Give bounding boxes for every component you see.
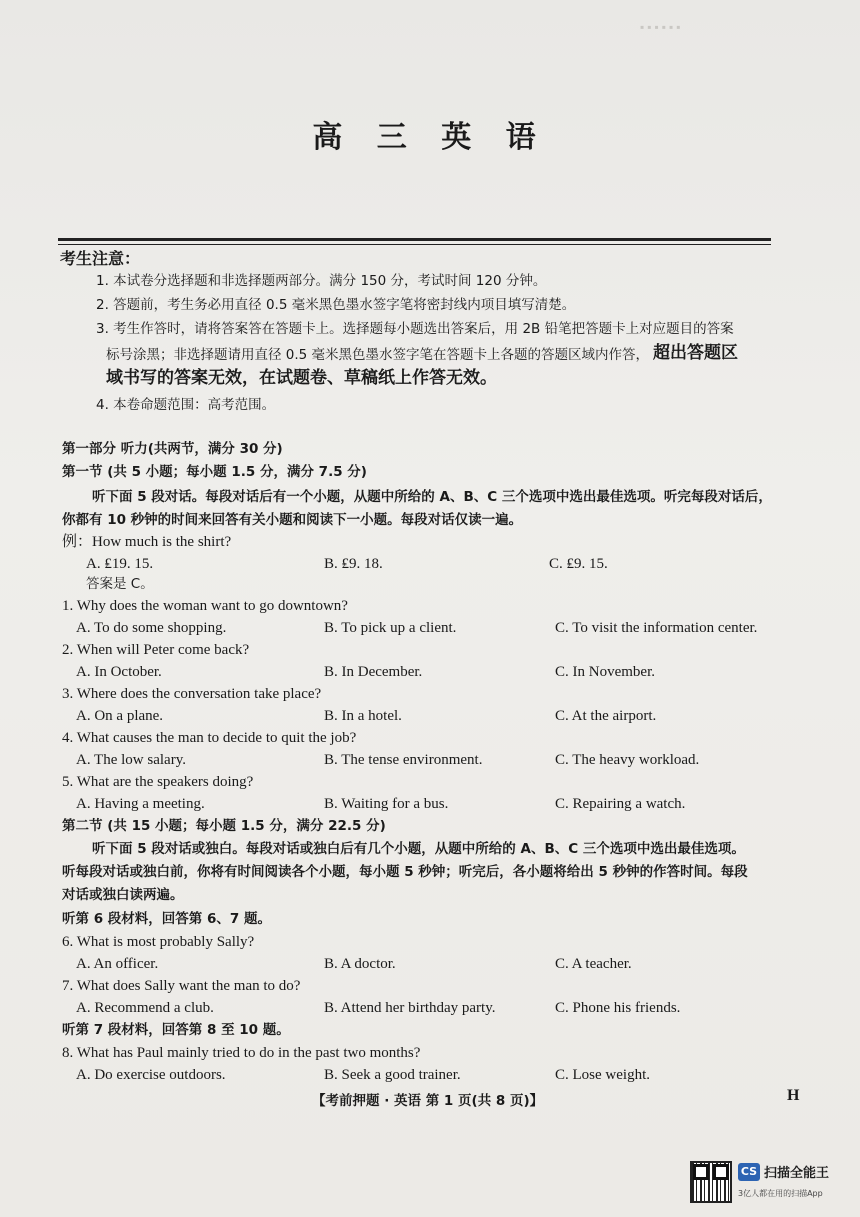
qr-code-icon	[690, 1161, 732, 1203]
notice-heading: 考生注意：	[60, 249, 141, 268]
question-3-option-b: B. In a hotel.	[324, 708, 402, 724]
question-5-option-c: C. Repairing a watch.	[555, 796, 686, 812]
notice-item-1: 1. 本试卷分选择题和非选择题两部分。满分 150 分，考试时间 120 分钟。	[96, 273, 547, 289]
example-option-b: B. ₤9. 18.	[324, 556, 383, 572]
question-6: 6. What is most probably Sally?	[62, 934, 255, 950]
material-7-note: 听第 7 段材料，回答第 8 至 10 题。	[62, 1022, 290, 1038]
notice-item-3-emphasis: 超出答题区	[653, 343, 738, 363]
question-1-option-a: A. To do some shopping.	[76, 620, 227, 636]
question-2: 2. When will Peter come back?	[62, 642, 250, 658]
question-5: 5. What are the speakers doing?	[62, 774, 254, 790]
question-2-option-b: B. In December.	[324, 664, 423, 680]
question-4-option-c: C. The heavy workload.	[555, 752, 700, 768]
paper-version-letter: H	[787, 1087, 800, 1104]
section2-instruction-3: 对话或独白读两遍。	[62, 887, 184, 903]
question-3-option-a: A. On a plane.	[76, 708, 164, 724]
camscanner-logo-icon: CS	[738, 1163, 760, 1181]
page-footer: 【考前押题 · 英语 第 1 页(共 8 页)】	[312, 1093, 544, 1109]
example-option-a: A. ₤19. 15.	[86, 556, 154, 572]
question-4-option-b: B. The tense environment.	[324, 752, 483, 768]
page-title: 高 三 英 语	[312, 120, 548, 155]
scanner-app-name: 扫描全能王	[764, 1166, 830, 1181]
question-1-option-b: B. To pick up a client.	[324, 620, 457, 636]
section1-heading: 第一节 (共 5 小题；每小题 1.5 分，满分 7.5 分)	[62, 464, 367, 480]
question-8-option-a: A. Do exercise outdoors.	[76, 1067, 226, 1083]
scanner-app-tagline: 3亿人都在用的扫描App	[738, 1189, 823, 1198]
notice-item-3-emphasis-cont: 域书写的答案无效，在试题卷、草稿纸上作答无效。	[106, 368, 497, 388]
header-divider-thin	[58, 244, 771, 245]
section1-instruction-2: 你都有 10 秒钟的时间来回答有关小题和阅读下一小题。每段对话仅读一遍。	[62, 512, 523, 528]
question-7-option-a: A. Recommend a club.	[76, 1000, 214, 1016]
question-4-option-a: A. The low salary.	[76, 752, 186, 768]
question-7-option-b: B. Attend her birthday party.	[324, 1000, 496, 1016]
notice-item-2: 2. 答题前，考生务必用直径 0.5 毫米黑色墨水签字笔将密封线内项目填写清楚。	[96, 297, 576, 313]
question-3: 3. Where does the conversation take place?	[62, 686, 322, 702]
question-6-option-a: A. An officer.	[76, 956, 159, 972]
part1-heading: 第一部分 听力(共两节，满分 30 分)	[62, 441, 283, 457]
question-1: 1. Why does the woman want to go downtown?	[62, 598, 348, 614]
question-3-option-c: C. At the airport.	[555, 708, 657, 724]
question-7-option-c: C. Phone his friends.	[555, 1000, 681, 1016]
bleed-through-text: ▪ ▪ ▪ ▪ ▪ ▪	[640, 20, 681, 34]
question-4: 4. What causes the man to decide to quit the job?	[62, 730, 357, 746]
notice-item-3-cont: 标号涂黑；非选择题请用直径 0.5 毫米黑色墨水签字笔在答题卡上各题的答题区域内作答，	[106, 347, 650, 363]
section1-instruction-1: 听下面 5 段对话。每段对话后有一个小题，从题中所给的 A、B、C 三个选项中选出最佳选项。听完每段对话后，	[92, 489, 772, 505]
question-5-option-a: A. Having a meeting.	[76, 796, 205, 812]
question-7: 7. What does Sally want the man to do?	[62, 978, 301, 994]
header-divider-thick	[58, 238, 771, 241]
question-1-option-c: C. To visit the information center.	[555, 620, 758, 636]
example-question: 例：How much is the shirt?	[62, 534, 232, 550]
notice-item-3: 3. 考生作答时，请将答案答在答题卡上。选择题每小题选出答案后，用 2B 铅笔把答题卡上对应题目的答案	[96, 321, 734, 337]
question-2-option-a: A. In October.	[76, 664, 162, 680]
section2-instruction-2: 听每段对话或独白前，你将有时间阅读各个小题，每小题 5 秒钟；听完后，各小题将给出 5 秒钟的作答时间。每段	[62, 864, 748, 880]
question-2-option-c: C. In November.	[555, 664, 655, 680]
example-option-c: C. ₤9. 15.	[549, 556, 608, 572]
question-8-option-c: C. Lose weight.	[555, 1067, 650, 1083]
example-answer: 答案是 C。	[86, 576, 154, 592]
section2-instruction-1: 听下面 5 段对话或独白。每段对话或独白后有几个小题，从题中所给的 A、B、C 三个选项中选出最佳选项。	[92, 841, 745, 857]
notice-item-4: 4. 本卷命题范围：高考范围。	[96, 397, 276, 413]
question-6-option-c: C. A teacher.	[555, 956, 632, 972]
question-6-option-b: B. A doctor.	[324, 956, 396, 972]
section2-heading: 第二节 (共 15 小题；每小题 1.5 分，满分 22.5 分)	[62, 818, 386, 834]
question-5-option-b: B. Waiting for a bus.	[324, 796, 449, 812]
material-6-note: 听第 6 段材料，回答第 6、7 题。	[62, 911, 271, 927]
question-8: 8. What has Paul mainly tried to do in the past two months?	[62, 1045, 421, 1061]
question-8-option-b: B. Seek a good trainer.	[324, 1067, 461, 1083]
